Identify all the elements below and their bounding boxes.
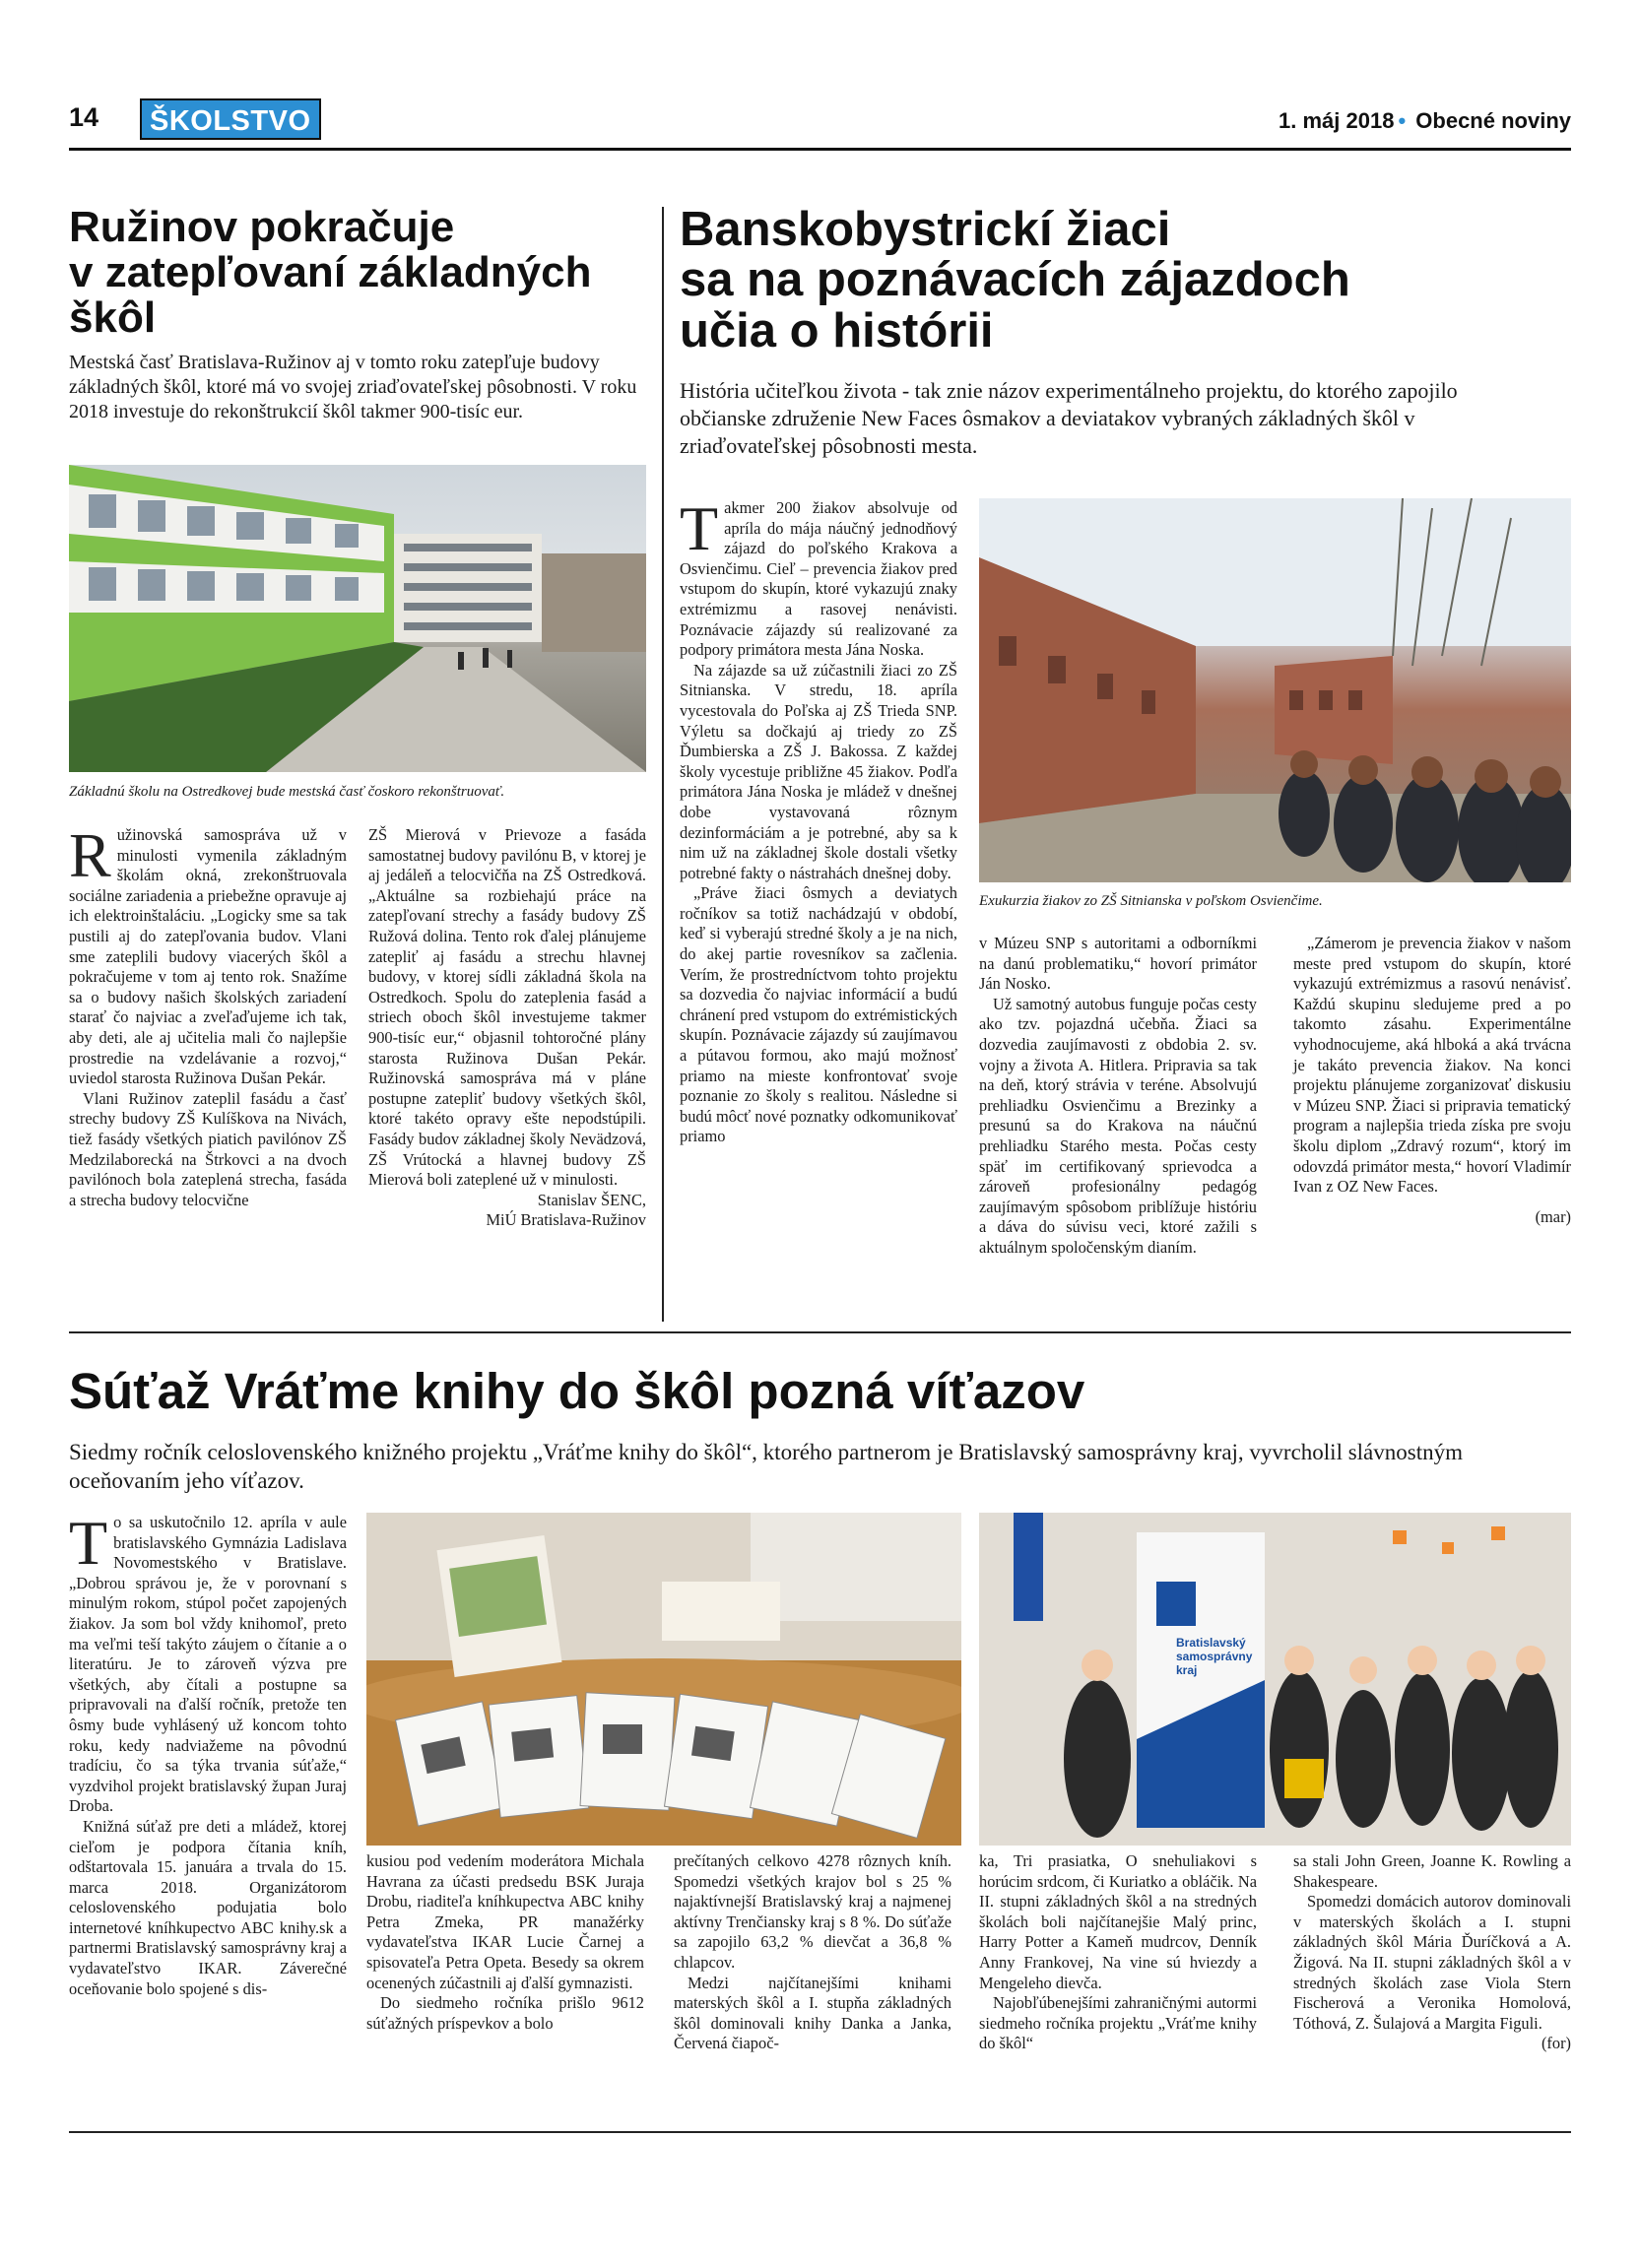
article2-signature: (mar) <box>1535 1206 1571 1226</box>
article3-paragraph: prečítaných celkovo 4278 rôznych kníh. Spomedzi všetkých krajov bol s 25 % najaktívnejší Bratislavský kraj a najmenej aktívny Trenčiansky kraj s 8 %. Do súťaže sa zapojilo 63,2 % dievčat a 36,8 % chlapcov. <box>674 1851 951 1972</box>
bullet: • <box>1398 108 1407 133</box>
article3-column-3 <box>674 1851 951 2054</box>
article1-lead: Mestská časť Bratislava-Ružinov aj v tomto roku zatepľuje budovy základných škôl, ktoré má vo svojej zriaďovateľskej pôsobnosti. V roku 2018 investuje do rekonštrukcií škôl takmer 900-tisíc eur. <box>69 352 637 422</box>
article2-column-1 <box>680 493 957 1147</box>
article2-title-line: sa na poznávacích zájazdoch <box>680 253 1350 307</box>
article2-paragraph: „Práve žiaci ôsmych a deviatych ročníkov sa totiž nachádzajú v období, keď si vyberajú stredné školy a je na nich, do akej partie rovesníkov sa začlenia. Verím, že prostredníctvom tohto projektu sa dozvedia čo najviac informácií a budú chránení pred vstupom do extrémistických skupín. Poznávacie zájazdy sú zaujímavou a pútavou formou, ako majú možnosť priamo na mieste konfrontovať svoje poznanie zo školy s realitou. Následne si budú môcť nové poznatky odkomunikovať priamo <box>680 883 957 1146</box>
article3-paragraph: Najobľúbenejšími zahraničnými autormi siedmeho ročníka projektu „Vráťme knihy do škôl“ <box>979 1993 1257 2053</box>
article2-paragraph: v Múzeu SNP s autoritami a odborníkmi na danú problematiku,“ hovorí primátor Ján Nosko. <box>979 934 1257 994</box>
article1-dropcap: R <box>69 820 111 890</box>
article3-paragraph: Spomedzi domácich autorov dominovali v materských školách a I. stupni základných škôl Mária Ďuríčková a A. Žigová. Na II. stupni základných škôl a v stredných školách zase Viola Stern Fischerová a Veronika Homolová, Tóthová, Z. Šulajová a Margita Figuli. <box>1293 1892 1571 2033</box>
article3-paragraph: Medzi najčítanejšími knihami materských škôl a I. stupňa základných škôl dominovali knihy Danka a Janka, Červená čiapoč- <box>674 1973 951 2053</box>
article3-column-1 <box>69 1508 347 1999</box>
article1-title-line: Ružinov pokračuje <box>69 203 455 251</box>
article2-title <box>680 205 1571 356</box>
article1-signature-name: Stanislav ŠENC, <box>537 1190 646 1209</box>
article3-column-4 <box>979 1851 1257 2054</box>
article2-paragraph: Už samotný autobus funguje počas cesty ako tzv. pojazdná učebňa. Žiaci sa dozvedia zaujímavosti z obdobia 2. sv. vojny a života A. Hitlera. Pripravia sa tak na deň, ktorý strávia v teréne. Absolvujú prehliadku Osvienčimu a Brezinky a presunú sa do Krakova na náučnú prehliadku Starého mesta. Počas cesty späť im certifikovaný sprievodca a zároveň profesionálny pedagóg zaujímavým spôsobom priblížuje históriu a dáva do súvisu veci, ktoré zažili s aktuálnym spoločenským dianím. <box>979 994 1257 1257</box>
article1-paragraph: Vlani Ružinov zateplil fasádu a časť strechy budovy ZŠ Kulíškova na Nivách, tiež fasády všetkých piatich pavilónov ZŠ Medzilaborecká na Štrkovci a na dvoch pavilónoch bola zateplená strecha, fasáda a strecha budovy telocvične <box>69 1088 347 1209</box>
article1-title-line: v zatepľovaní základných <box>69 248 592 297</box>
excursion-illustration <box>979 498 1571 882</box>
article2-paragraph: Na zájazde sa už zúčastnili žiaci zo ZŠ Sitnianska. V stredu, 18. apríla vycestovala do Poľska aj ZŠ Trieda SNP. Výletu sa dočkajú aj triedy zo ZŠ Ďumbierska a ZŠ J. Bakossa. Z každej školy vycestuje približne 45 žiakov. Podľa primátora Jána Noska je mládež v dnešnej dobe vystavovaná rôznym dezinformáciám a je potrebné, aby sa k nim už na základnej škole dostali všetky potrebné fakty o nástrahách dnešnej doby. <box>680 660 957 882</box>
article1-photo-school <box>69 465 646 772</box>
column-divider <box>662 207 664 1322</box>
article1-paragraph: užinovská samospráva už v minulosti vymenila základným školám okná, zrekonštruovala sociálne zariadenia a priebežne opravuje aj ich elektroinštaláciu. „Logicky sme sa tak pustili aj do zatepľovania budov. Vlani sme zateplili budovy viacerých škôl a pokračujeme v tom aj tento rok. Snažíme sa o budovy našich školských zariadení starať čo najviac a zveľaďujeme ich tak, aby deti, ale aj učitelia mali čo najlepšie prostredie na vzdelávanie a rozvoj,“ uviedol starosta Ružinova Dušan Pekár. <box>69 825 347 1088</box>
newspaper-name: Obecné noviny <box>1415 108 1571 133</box>
section-label: ŠKOLSTVO <box>140 98 321 140</box>
article3-paragraph: o sa uskutočnilo 12. apríla v aule bratislavského Gymnázia Ladislava Novomestského v Bratislave. „Dobrou správou je, že v porovnaní s minulým rokom, stúpol počet zapojených žiakov. Ja som bol vždy knihomoľ, preto ma veľmi teší takýto záujem o čítanie a o literatúru. Je to zároveň výzva pre všetkých, aby čítali a postupne sa pripravovali na ďalší ročník, pretože ten ôsmy bude vyhlásený už koncom tohto roku, kedy nadviažeme na pôvodnú tradíciu, čo sa týka trvania súťaže,“ vyzdvihol projekt bratislavský župan Juraj Droba. <box>69 1513 347 1816</box>
header-dateline <box>1279 108 1571 134</box>
article2-title-line: Banskobystrickí žiaci <box>680 203 1171 256</box>
article3-paragraph: kusiou pod vedením moderátora Michala Havrana za účasti predsedu BSK Juraja Drobu, riaditeľa kníhkupectva ABC knihy Petra Zmeka, PR manažérky vydavateľstva IKAR Lucie Čarnej a spisovateľa Petra Opeta. Besedy sa okrem ocenených zúčastnili aj ďalší gymnazisti. <box>366 1851 644 1992</box>
article1-title <box>69 205 660 342</box>
header-rule <box>69 148 1571 151</box>
article3-lead: Siedmy ročník celoslovenského knižného projektu „Vráťme knihy do škôl“, ktorého partnerom je Bratislavský samosprávny kraj, vyvrcholil slávnostným oceňovaním jeho víťazov. <box>69 1440 1463 1493</box>
article3-dropcap: T <box>69 1508 108 1578</box>
article1-column-2 <box>368 825 646 1231</box>
article3-column-2 <box>366 1851 644 2034</box>
article2-title-line: učia o histórii <box>680 303 994 357</box>
article1-column-1 <box>69 820 347 1210</box>
article1-title-line: škôl <box>69 293 157 343</box>
article3-signature: (for) <box>1541 2034 1571 2053</box>
article3-paragraph: Knižná súťaž pre deti a mládež, ktorej cieľom je podpora čítania kníh, odštartovala 15. januára a trvala do 15. marca 2018. Organizátorom celoslovenského podujatia bolo internetové kníhkupectvo ABC knihy.sk a partnermi Bratislavský samosprávny kraj a vydavateľstvo IKAR. Záverečné oceňovanie bolo spojené s dis- <box>69 1816 347 1998</box>
article2-column-2 <box>979 934 1257 1259</box>
issue-date: 1. máj 2018 <box>1279 108 1395 133</box>
school-building-illustration <box>69 465 646 772</box>
bsk-banner-text: Bratislavský samosprávny kraj <box>1176 1636 1253 1677</box>
article1-paragraph: ZŠ Mierová v Prievoze a fasáda samostatnej budovy pavilónu B, v ktorej je aj jedáleň a telocvičňa na ZŠ Ostredková. „Aktuálne sa rozbiehajú práce na zatepľovaní strechy a fasády budovy ZŠ Ružová dolina. Tento rok ďalej plánujeme zatepliť aj fasádu a strechu hlavnej budovy, v ktorej sídli základná škola na Ostredkoch. Spolu do zateplenia fasád a striech oboch škôl investujeme takmer 900-tisíc eur,“ objasnil tohtoročné plány starosta Ružinova Dušan Pekár. Ružinovská samospráva má v pláne postupne zatepliť budovy všetkých škôl, ktoré takéto opravy ešte nepodstúpili. Fasády budov základnej školy Nevädzová, ZŠ Vrútocká a hlavnej budovy ZŠ Mierová boli zateplené už v minulosti. <box>368 825 646 1190</box>
article3-paragraph: sa stali John Green, Joanne K. Rowling a Shakespeare. <box>1293 1851 1571 1891</box>
article2-column-3 <box>1293 934 1571 1227</box>
article3-column-5 <box>1293 1851 1571 2054</box>
winners-illustration <box>979 1513 1571 1846</box>
article2-paragraph: „Zámerom je prevencia žiakov v našom meste pred vstupom do skupín, ktoré vykazujú extrémizmus a rasovú nenávisť. Každú skupinu sledujeme pred a po takomto zásahu. Experimentálne vyhodnocujeme, aká hlboká a aká trvácna je takáto prevencia žiakov. Na konci projektu plánujeme zorganizovať diskusiu v Múzeu SNP. Žiaci si pripravia tematický program a najlepšia trieda získa pre svoju školu diplom „Zdravý rozum“, ktorý im odovzdá primátor mesta,“ hovorí Vladimír Ivan z OZ New Faces. <box>1293 934 1571 1197</box>
page-number: 14 <box>69 102 99 132</box>
article3-photo-books <box>366 1513 961 1846</box>
article3-photo-winners <box>979 1513 1571 1846</box>
article2-lead: História učiteľkou života - tak znie názov experimentálneho projektu, do ktorého zapojilo občianske združenie New Faces ôsmakov a deviatakov vybraných základných škôl v zriaďovateľskej pôsobnosti mesta. <box>680 378 1458 458</box>
article2-photo-auschwitz <box>979 498 1571 882</box>
article2-dropcap: T <box>680 493 719 563</box>
article1-caption: Základnú školu na Ostredkovej bude mestská časť čoskoro rekonštruovať. <box>69 784 505 800</box>
article2-paragraph: akmer 200 žiakov absolvuje od apríla do mája náučný jednodňový zájazd do poľského Krakova a Osvienčimu. Cieľ – prevencia žiakov pred vstupom do skupín, ktoré vykazujú znaky extrémizmu a rasovej nenávisti. Poznávacie zájazdy sú realizované za podpory primátora mesta Jána Noska. <box>680 498 957 660</box>
article1-signature-org: MiÚ Bratislava-Ružinov <box>486 1210 646 1230</box>
book-display-illustration <box>366 1513 961 1846</box>
article3-paragraph: Do siedmeho ročníka prišlo 9612 súťažných príspevkov a bolo <box>366 1993 644 2033</box>
footer-rule <box>69 2131 1571 2133</box>
article3-paragraph: ka, Tri prasiatka, O snehuliakovi s horúcim srdcom, či Kuriatko a obláčik. Na II. stupni základných škôl a na stredných školách boli najčítanejšie Malý princ, Harry Potter a Kameň mudrcov, Denník Anny Frankovej, Na vine sú hviezdy a Mengeleho dievča. <box>979 1851 1257 1992</box>
article2-caption: Exukurzia žiakov zo ZŠ Sitnianska v poľskom Osvienčime. <box>979 893 1323 909</box>
section-divider <box>69 1331 1571 1333</box>
article3-title: Súťaž Vráťme knihy do škôl pozná víťazov <box>69 1363 1085 1419</box>
